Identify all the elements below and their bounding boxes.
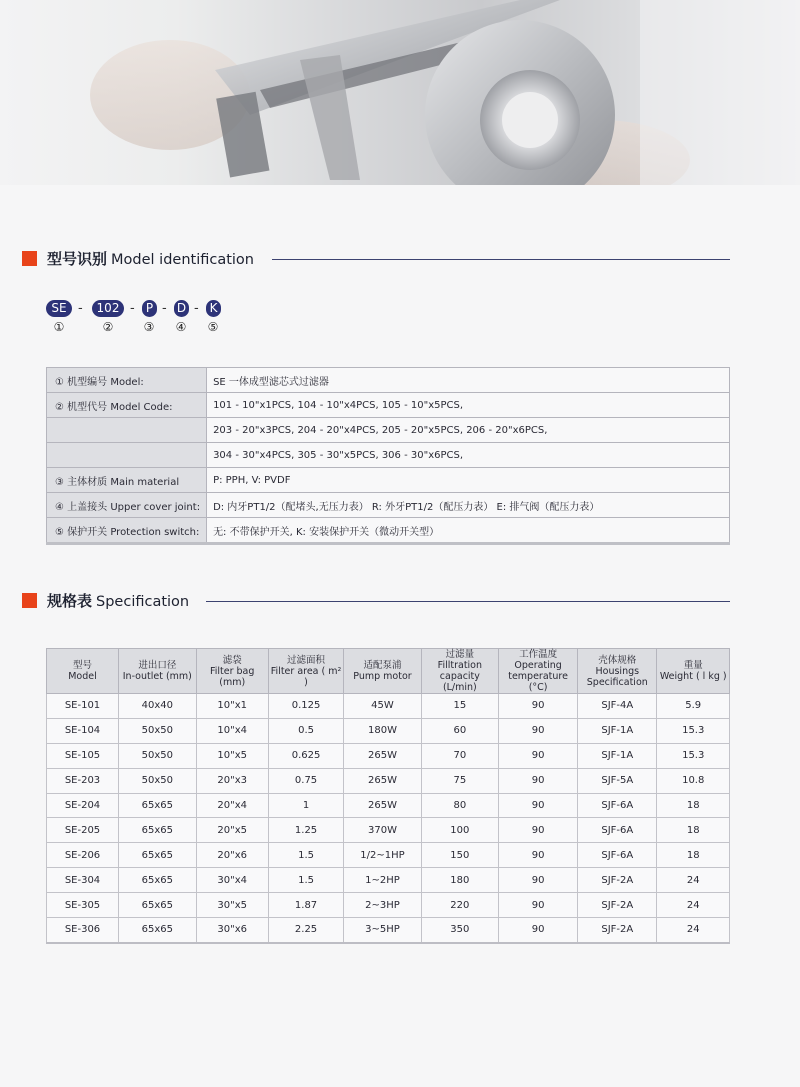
code-number: ① bbox=[53, 320, 65, 334]
heading-en: Model identification bbox=[111, 251, 254, 268]
heading-en: Specification bbox=[96, 593, 190, 610]
cell-filter-area: 0.125 bbox=[268, 694, 344, 719]
cell-capacity: 180 bbox=[421, 868, 498, 893]
table-row bbox=[47, 818, 730, 843]
column-header: 滤袋 Filter bag (mm) bbox=[196, 649, 268, 694]
table-row bbox=[47, 918, 730, 943]
cell-filter-bag: 20"x3 bbox=[196, 768, 268, 793]
specification-body bbox=[47, 694, 730, 943]
row-value: 101 - 10"x1PCS, 104 - 10"x4PCS, 105 - 10"x5PCS, bbox=[207, 393, 730, 418]
cell-capacity: 70 bbox=[421, 743, 498, 768]
cell-in-outlet: 50x50 bbox=[119, 743, 197, 768]
cell-weight: 18 bbox=[657, 818, 730, 843]
cell-model: SE-104 bbox=[47, 718, 119, 743]
cell-filter-area: 1.25 bbox=[268, 818, 344, 843]
cell-in-outlet: 65x65 bbox=[119, 818, 197, 843]
cell-in-outlet: 65x65 bbox=[119, 893, 197, 918]
row-value: 203 - 20"x3PCS, 204 - 20"x4PCS, 205 - 20"x5PCS, 206 - 20"x6PCS, bbox=[207, 418, 730, 443]
row-label: ② 机型代号 Model Code: bbox=[47, 393, 207, 418]
cell-pump-motor: 1~2HP bbox=[344, 868, 421, 893]
cell-weight: 24 bbox=[657, 893, 730, 918]
cell-pump-motor: 265W bbox=[344, 768, 421, 793]
cell-temperature: 90 bbox=[499, 818, 578, 843]
cell-weight: 18 bbox=[657, 843, 730, 868]
table-row bbox=[47, 793, 730, 818]
cell-temperature: 90 bbox=[499, 918, 578, 943]
cell-capacity: 80 bbox=[421, 793, 498, 818]
cell-pump-motor: 2~3HP bbox=[344, 893, 421, 918]
code-pill-model: 102 bbox=[92, 300, 124, 317]
cell-in-outlet: 50x50 bbox=[119, 768, 197, 793]
cell-in-outlet: 65x65 bbox=[119, 868, 197, 893]
cell-pump-motor: 180W bbox=[344, 718, 421, 743]
cell-in-outlet: 65x65 bbox=[119, 918, 197, 943]
cell-temperature: 90 bbox=[499, 768, 578, 793]
specification-heading bbox=[22, 589, 189, 611]
cell-capacity: 15 bbox=[421, 694, 498, 719]
table-row bbox=[47, 743, 730, 768]
cell-capacity: 350 bbox=[421, 918, 498, 943]
code-number: ⑤ bbox=[207, 320, 219, 334]
heading-divider bbox=[272, 259, 730, 260]
model-code-diagram bbox=[46, 300, 236, 340]
column-header: 壳体规格 Housings Specification bbox=[578, 649, 657, 694]
cell-pump-motor: 3~5HP bbox=[344, 918, 421, 943]
table-row bbox=[47, 768, 730, 793]
cell-capacity: 100 bbox=[421, 818, 498, 843]
cell-housing: SJF-2A bbox=[578, 868, 657, 893]
row-value: P: PPH, V: PVDF bbox=[207, 468, 730, 493]
table-row bbox=[47, 694, 730, 719]
table-row bbox=[47, 443, 730, 468]
row-label: ⑤ 保护开关 Protection switch: bbox=[47, 518, 207, 544]
code-separator: - bbox=[130, 301, 135, 316]
table-row bbox=[47, 368, 730, 393]
cell-capacity: 150 bbox=[421, 843, 498, 868]
code-pill-material: P bbox=[142, 300, 157, 317]
cell-pump-motor: 265W bbox=[344, 743, 421, 768]
column-header: 适配泵浦 Pump motor bbox=[344, 649, 421, 694]
code-number: ③ bbox=[143, 320, 155, 334]
row-label bbox=[47, 443, 207, 468]
cell-housing: SJF-6A bbox=[578, 843, 657, 868]
cell-housing: SJF-4A bbox=[578, 694, 657, 719]
cell-filter-bag: 30"x4 bbox=[196, 868, 268, 893]
table-row bbox=[47, 468, 730, 493]
column-header: 过滤量 Filltration capacity (L/min) bbox=[421, 649, 498, 694]
cell-filter-area: 0.5 bbox=[268, 718, 344, 743]
cell-weight: 15.3 bbox=[657, 743, 730, 768]
cell-temperature: 90 bbox=[499, 694, 578, 719]
row-value: 无: 不带保护开关, K: 安装保护开关（微动开关型） bbox=[207, 518, 730, 544]
cell-pump-motor: 370W bbox=[344, 818, 421, 843]
cell-model: SE-206 bbox=[47, 843, 119, 868]
cell-in-outlet: 50x50 bbox=[119, 718, 197, 743]
column-header: 型号 Model bbox=[47, 649, 119, 694]
cell-filter-bag: 20"x5 bbox=[196, 818, 268, 843]
cell-filter-area: 2.25 bbox=[268, 918, 344, 943]
cell-temperature: 90 bbox=[499, 718, 578, 743]
cell-model: SE-101 bbox=[47, 694, 119, 719]
cell-weight: 18 bbox=[657, 793, 730, 818]
specification-table bbox=[46, 648, 730, 944]
table-header-row bbox=[47, 649, 730, 694]
row-value: 304 - 30"x4PCS, 305 - 30"x5PCS, 306 - 30"x6PCS, bbox=[207, 443, 730, 468]
cell-filter-bag: 10"x1 bbox=[196, 694, 268, 719]
cell-model: SE-304 bbox=[47, 868, 119, 893]
cell-pump-motor: 45W bbox=[344, 694, 421, 719]
cell-weight: 24 bbox=[657, 918, 730, 943]
column-header: 工作温度 Operating temperature (°C) bbox=[499, 649, 578, 694]
cell-filter-bag: 20"x6 bbox=[196, 843, 268, 868]
code-pill-switch: K bbox=[206, 300, 221, 317]
cell-filter-bag: 30"x5 bbox=[196, 893, 268, 918]
cell-temperature: 90 bbox=[499, 793, 578, 818]
cell-temperature: 90 bbox=[499, 743, 578, 768]
cell-capacity: 75 bbox=[421, 768, 498, 793]
header-photo bbox=[0, 0, 800, 185]
column-header: 过滤面积 Filter area ( m² ) bbox=[268, 649, 344, 694]
cell-weight: 15.3 bbox=[657, 718, 730, 743]
cell-housing: SJF-6A bbox=[578, 818, 657, 843]
row-label: ③ 主体材质 Main material bbox=[47, 468, 207, 493]
cell-weight: 10.8 bbox=[657, 768, 730, 793]
cell-temperature: 90 bbox=[499, 868, 578, 893]
cell-in-outlet: 40x40 bbox=[119, 694, 197, 719]
cell-housing: SJF-5A bbox=[578, 768, 657, 793]
table-row bbox=[47, 893, 730, 918]
cell-model: SE-205 bbox=[47, 818, 119, 843]
cell-pump-motor: 265W bbox=[344, 793, 421, 818]
model-identification-table bbox=[46, 367, 730, 545]
cell-filter-area: 0.75 bbox=[268, 768, 344, 793]
caliper-measuring-illustration bbox=[0, 0, 800, 185]
table-row bbox=[47, 868, 730, 893]
cell-capacity: 220 bbox=[421, 893, 498, 918]
heading-divider bbox=[206, 601, 730, 602]
heading-square-icon bbox=[22, 251, 37, 266]
table-row bbox=[47, 718, 730, 743]
cell-filter-area: 0.625 bbox=[268, 743, 344, 768]
cell-model: SE-204 bbox=[47, 793, 119, 818]
cell-filter-bag: 30"x6 bbox=[196, 918, 268, 943]
cell-filter-bag: 10"x5 bbox=[196, 743, 268, 768]
cell-model: SE-305 bbox=[47, 893, 119, 918]
cell-filter-bag: 10"x4 bbox=[196, 718, 268, 743]
code-separator: - bbox=[194, 301, 199, 316]
cell-filter-area: 1.87 bbox=[268, 893, 344, 918]
model-identification-heading bbox=[22, 247, 254, 269]
cell-filter-area: 1.5 bbox=[268, 843, 344, 868]
column-header: 进出口径 In-outlet (mm) bbox=[119, 649, 197, 694]
row-label bbox=[47, 418, 207, 443]
cell-temperature: 90 bbox=[499, 843, 578, 868]
cell-in-outlet: 65x65 bbox=[119, 843, 197, 868]
cell-housing: SJF-2A bbox=[578, 893, 657, 918]
cell-in-outlet: 65x65 bbox=[119, 793, 197, 818]
column-header: 重量 Weight ( l kg ) bbox=[657, 649, 730, 694]
row-label: ① 机型编号 Model: bbox=[47, 368, 207, 393]
code-pill-series: SE bbox=[46, 300, 72, 317]
cell-model: SE-203 bbox=[47, 768, 119, 793]
cell-pump-motor: 1/2~1HP bbox=[344, 843, 421, 868]
code-separator: - bbox=[78, 301, 83, 316]
row-label: ④ 上盖接头 Upper cover joint: bbox=[47, 493, 207, 518]
cell-temperature: 90 bbox=[499, 893, 578, 918]
heading-square-icon bbox=[22, 593, 37, 608]
table-row bbox=[47, 518, 730, 544]
cell-weight: 24 bbox=[657, 868, 730, 893]
cell-housing: SJF-1A bbox=[578, 743, 657, 768]
cell-weight: 5.9 bbox=[657, 694, 730, 719]
code-separator: - bbox=[162, 301, 167, 316]
table-row bbox=[47, 843, 730, 868]
cell-filter-bag: 20"x4 bbox=[196, 793, 268, 818]
code-number: ④ bbox=[175, 320, 187, 334]
cell-model: SE-105 bbox=[47, 743, 119, 768]
table-row bbox=[47, 493, 730, 518]
cell-housing: SJF-6A bbox=[578, 793, 657, 818]
table-row bbox=[47, 393, 730, 418]
cell-filter-area: 1.5 bbox=[268, 868, 344, 893]
cell-capacity: 60 bbox=[421, 718, 498, 743]
table-row bbox=[47, 418, 730, 443]
cell-filter-area: 1 bbox=[268, 793, 344, 818]
cell-housing: SJF-2A bbox=[578, 918, 657, 943]
heading-cn: 型号识别 bbox=[47, 249, 108, 268]
row-value: D: 内牙PT1/2（配堵头,无压力表） R: 外牙PT1/2（配压力表） E: 排气阀（配压力表） bbox=[207, 493, 730, 518]
cell-model: SE-306 bbox=[47, 918, 119, 943]
cell-housing: SJF-1A bbox=[578, 718, 657, 743]
row-value: SE 一体成型滤芯式过滤器 bbox=[207, 368, 730, 393]
heading-cn: 规格表 bbox=[47, 591, 93, 610]
code-pill-joint: D bbox=[174, 300, 189, 317]
code-number: ② bbox=[102, 320, 114, 334]
